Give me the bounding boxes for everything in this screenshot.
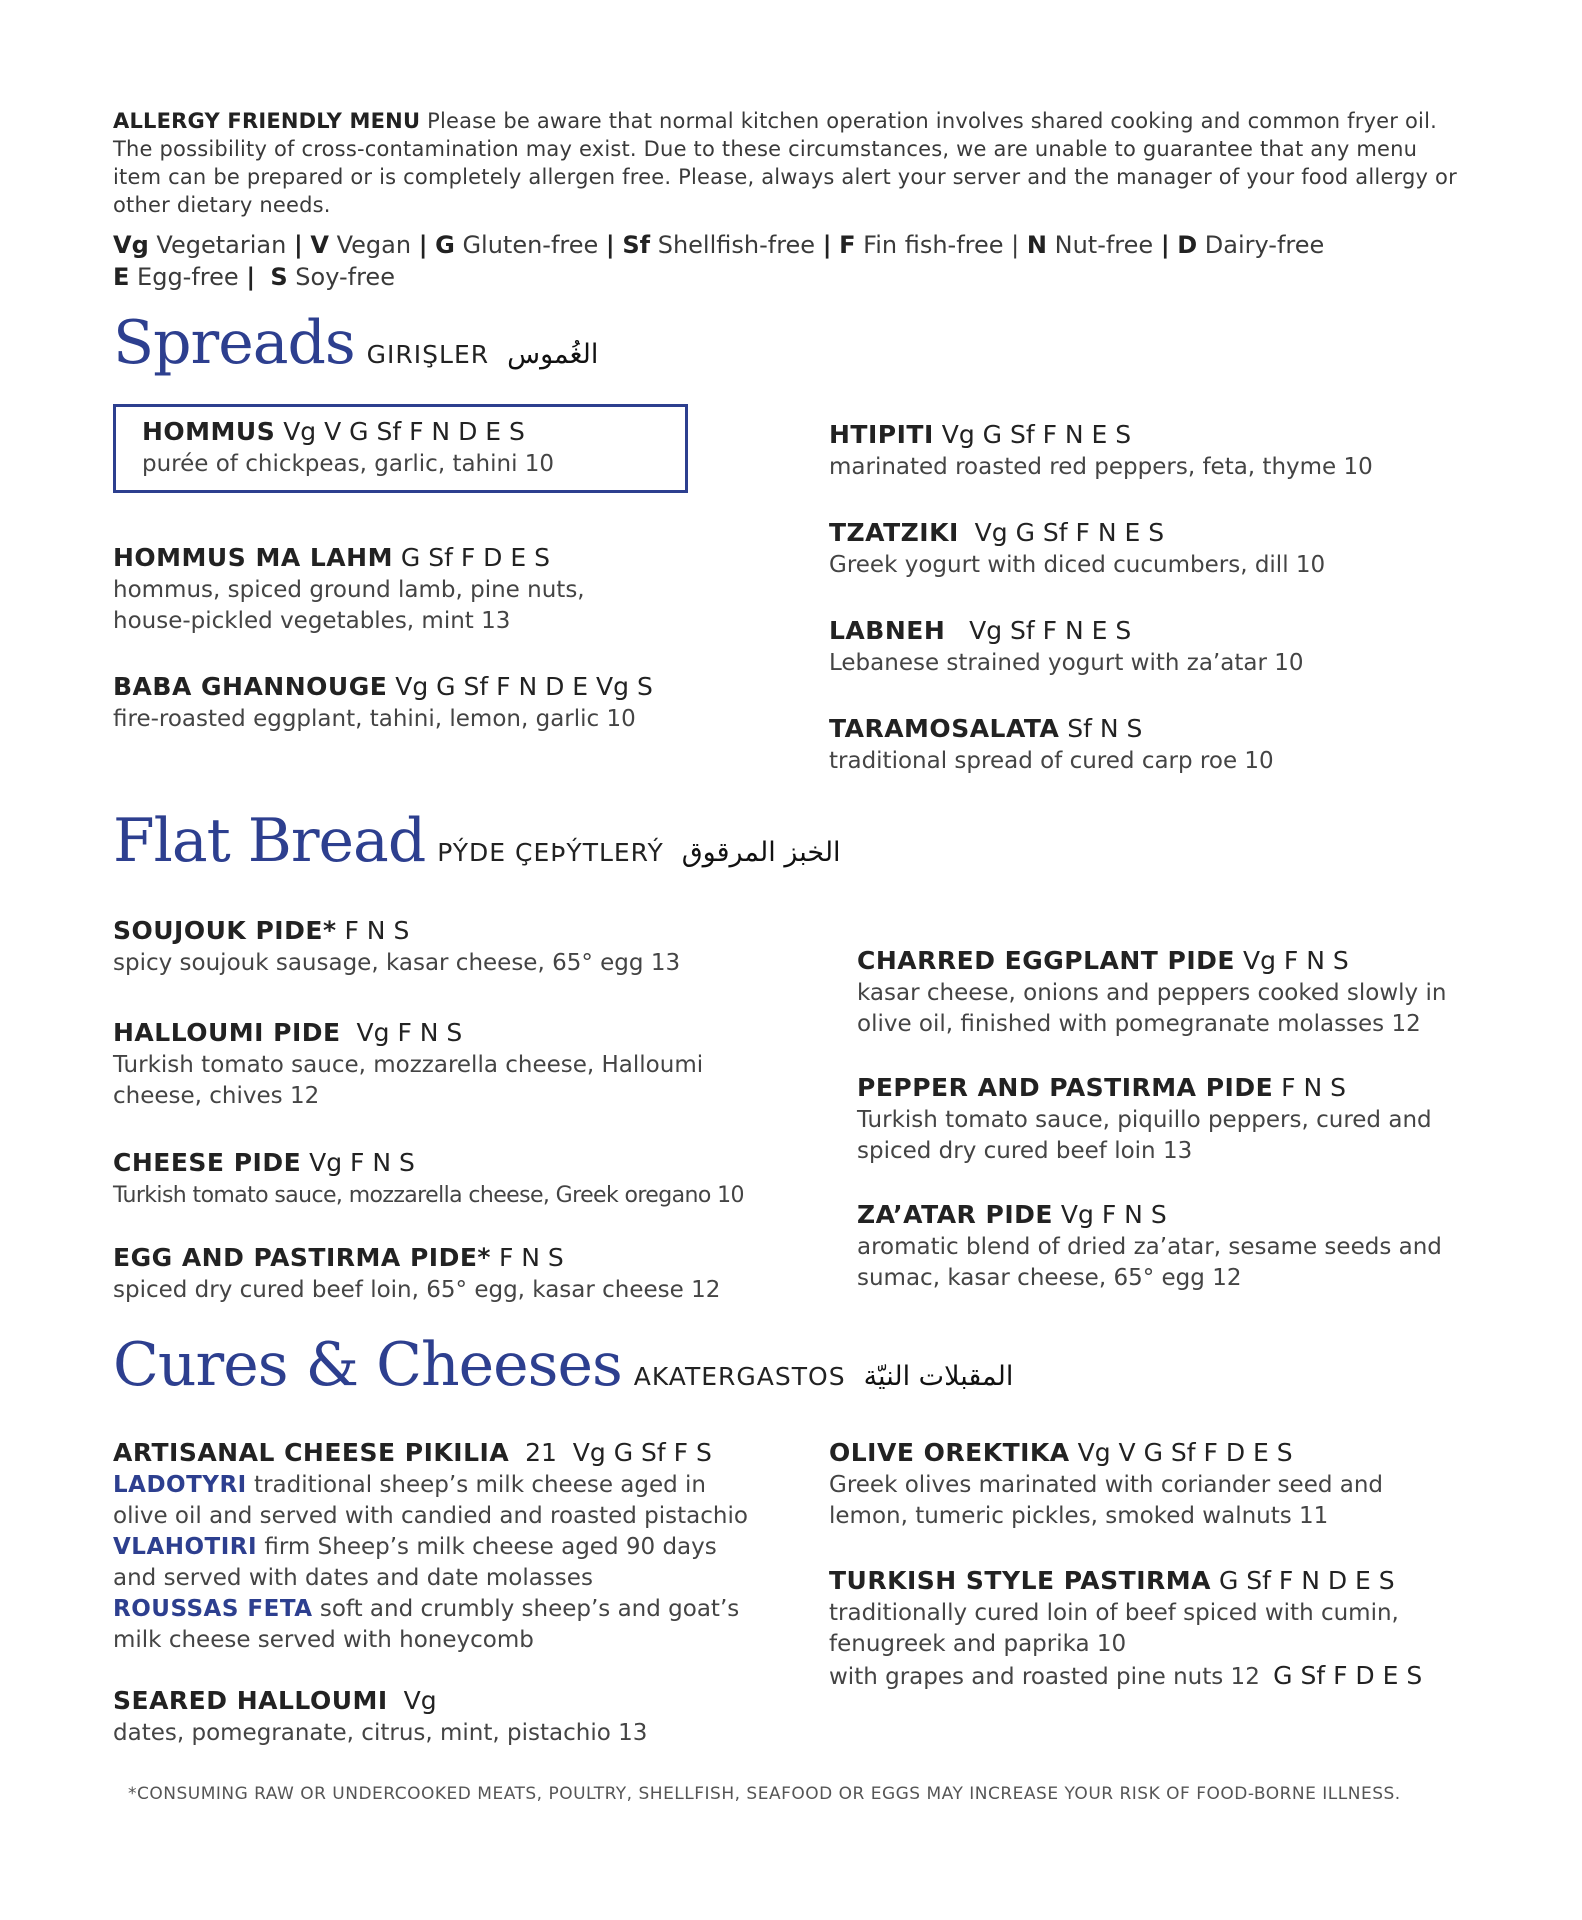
- item-name: SEARED HALLOUMI: [113, 1686, 388, 1715]
- item-name: TARAMOSALATA: [829, 714, 1060, 743]
- cheese-desc: soft and crumbly sheep’s and goat’s milk cheese served with honeycomb: [113, 1596, 740, 1653]
- menu-item-cheese-pikilia: [113, 1436, 763, 1656]
- item-desc: Greek yogurt with diced cucumbers, dill 10: [829, 552, 1326, 578]
- item-tags: F N S: [1281, 1073, 1346, 1102]
- allergy-title: ALLERGY FRIENDLY MENU: [113, 109, 421, 133]
- section-title: Flat Bread: [113, 806, 426, 876]
- item-tags: 21 Vg G Sf F S: [517, 1438, 712, 1467]
- cheese-name: ROUSSAS FETA: [113, 1596, 313, 1622]
- item-tags: Vg G Sf F N D E Vg S: [395, 672, 653, 701]
- item-desc: marinated roasted red peppers, feta, thyme 10: [829, 454, 1373, 480]
- menu-item-hommus: [113, 404, 688, 493]
- item-addon-tags: G Sf F D E S: [1273, 1661, 1423, 1690]
- menu-item-seared-halloumi: [113, 1684, 753, 1749]
- menu-item-olive-orektika: [829, 1436, 1469, 1532]
- section-subtitle: GIRIŞLER: [366, 340, 490, 369]
- menu-item-soujouk-pide: [113, 914, 753, 979]
- legend-code: N: [1026, 231, 1047, 259]
- legend-label: Fin fish-free: [863, 231, 1004, 259]
- item-name: ZA’ATAR PIDE: [857, 1200, 1053, 1229]
- legend-code: F: [839, 231, 856, 259]
- item-desc: traditional spread of cured carp roe 10: [829, 748, 1274, 774]
- menu-item-cheese-pide: [113, 1146, 753, 1211]
- cheese-list: [113, 1470, 753, 1656]
- legend-label: Egg-free: [137, 263, 239, 291]
- legend-label: Vegan: [336, 231, 412, 259]
- menu-item-htipiti: [829, 418, 1469, 483]
- raw-food-footnote: *CONSUMING RAW OR UNDERCOOKED MEATS, POULTRY, SHELLFISH, SEAFOOD OR EGGS MAY INCREASE YOUR RISK OF FOOD-BORNE ILLNESS.: [128, 1784, 1401, 1804]
- item-tags: Vg G Sf F N E S: [941, 420, 1132, 449]
- section-arabic-title: الخبز المرقوق: [681, 837, 841, 868]
- item-addon: [829, 1660, 1479, 1693]
- item-tags: F N S: [498, 1243, 564, 1272]
- legend-code: Vg: [113, 231, 149, 259]
- menu-item-egg-pastirma-pide: [113, 1241, 753, 1306]
- item-desc: spiced dry cured beef loin, 65° egg, kasar cheese 12: [113, 1277, 721, 1303]
- item-tags: Vg F N S: [1060, 1200, 1167, 1229]
- item-tags: Vg F N S: [348, 1018, 463, 1047]
- legend-label: Vegetarian: [156, 231, 287, 259]
- legend-code: D: [1177, 231, 1198, 259]
- item-desc: traditionally cured loin of beef spiced with cumin, fenugreek and paprika 10: [829, 1600, 1399, 1657]
- section-title: Spreads: [113, 308, 355, 378]
- cheese-name: LADOTYRI: [113, 1472, 247, 1498]
- item-name: CHARRED EGGPLANT PIDE: [857, 946, 1236, 975]
- legend-label: Gluten-free: [462, 231, 599, 259]
- legend-code: E: [113, 263, 130, 291]
- item-tags: Vg F N S: [1242, 946, 1349, 975]
- legend-code: V: [310, 231, 329, 259]
- legend-label: Soy-free: [295, 263, 395, 291]
- section-title: Cures & Cheeses: [113, 1330, 622, 1400]
- menu-item-charred-eggplant-pide: [857, 944, 1497, 1040]
- legend-code: G: [435, 231, 455, 259]
- item-desc: Turkish tomato sauce, mozzarella cheese, Halloumi cheese, chives 12: [113, 1052, 704, 1109]
- item-desc: aromatic blend of dried za’atar, sesame seeds and sumac, kasar cheese, 65° egg 12: [857, 1234, 1442, 1291]
- section-subtitle: AKATERGASTOS: [633, 1362, 846, 1391]
- item-name: ARTISANAL CHEESE PIKILIA: [113, 1438, 510, 1467]
- item-name: CHEESE PIDE: [113, 1148, 302, 1177]
- item-tags: Sf N S: [1067, 714, 1143, 743]
- item-desc: Greek olives marinated with coriander seed and lemon, tumeric pickles, smoked walnuts 11: [829, 1472, 1384, 1529]
- item-tags: Vg G Sf F N E S: [966, 518, 1165, 547]
- flatbread-heading: [113, 806, 841, 876]
- item-name: SOUJOUK PIDE*: [113, 916, 337, 945]
- cheese-name: VLAHOTIRI: [113, 1534, 258, 1560]
- section-arabic-title: الغُموس: [507, 339, 599, 370]
- item-tags: G Sf F D E S: [400, 543, 550, 572]
- item-desc: purée of chickpeas, garlic, tahini 10: [142, 451, 555, 477]
- menu-item-pepper-pastirma-pide: [857, 1071, 1497, 1167]
- legend-code: Sf: [622, 231, 651, 259]
- item-name: TZATZIKI: [829, 518, 959, 547]
- cheese-desc: firm Sheep’s milk cheese aged 90 days and served with dates and date molasses: [113, 1534, 717, 1591]
- menu-item-taramosalata: [829, 712, 1469, 777]
- item-desc: spicy soujouk sausage, kasar cheese, 65° egg 13: [113, 950, 681, 976]
- menu-item-hommus-ma-lahm: [113, 541, 753, 637]
- legend-label: Dairy-free: [1204, 231, 1325, 259]
- section-subtitle: PÝDE ÇEÞÝTLERÝ: [437, 838, 664, 867]
- allergy-text: Please be aware that normal kitchen operation involves shared cooking and common fryer oil. The possibility of cross-contamination may exist. Due to these circumstances, we are unable to guarantee that any menu item can be prepared or is completely allergen free. Please, always alert your server and the manager of your food allergy or other dietary needs.: [113, 109, 1457, 217]
- item-desc: Turkish tomato sauce, mozzarella cheese, Greek oregano 10: [113, 1183, 744, 1208]
- item-desc: Turkish tomato sauce, piquillo peppers, cured and spiced dry cured beef loin 13: [857, 1107, 1432, 1164]
- menu-item-turkish-pastirma: [829, 1564, 1479, 1693]
- legend-label: Shellfish-free: [657, 231, 816, 259]
- item-tags: Vg V G Sf F D E S: [1077, 1438, 1293, 1467]
- menu-item-tzatziki: [829, 516, 1469, 581]
- item-desc: fire-roasted eggplant, tahini, lemon, garlic 10: [113, 706, 636, 732]
- legend-code: S: [270, 263, 288, 291]
- item-name: TURKISH STYLE PASTIRMA: [829, 1566, 1211, 1595]
- item-tags: Vg: [395, 1686, 437, 1715]
- item-name: PEPPER AND PASTIRMA PIDE: [857, 1073, 1274, 1102]
- item-name: LABNEH: [829, 616, 946, 645]
- item-tags: Vg Sf F N E S: [953, 616, 1132, 645]
- menu-item-zaatar-pide: [857, 1198, 1497, 1294]
- item-name: BABA GHANNOUGE: [113, 672, 388, 701]
- item-name: HOMMUS MA LAHM: [113, 543, 393, 572]
- spreads-heading: [113, 308, 598, 378]
- item-name: OLIVE OREKTIKA: [829, 1438, 1070, 1467]
- section-arabic-title: المقبلات النيّة: [863, 1361, 1014, 1392]
- menu-item-baba-ghannouge: [113, 670, 753, 735]
- cheese-desc: traditional sheep’s milk cheese aged in olive oil and served with candied and roasted pistachio: [113, 1472, 748, 1529]
- item-desc: Lebanese strained yogurt with za’atar 10: [829, 650, 1304, 676]
- cures-heading: [113, 1330, 1013, 1400]
- menu-item-labneh: [829, 614, 1469, 679]
- item-name: HALLOUMI PIDE: [113, 1018, 341, 1047]
- item-name: HOMMUS: [142, 417, 276, 446]
- legend-label: Nut-free: [1054, 231, 1154, 259]
- item-tags: Vg F N S: [309, 1148, 415, 1177]
- menu-item-halloumi-pide: [113, 1016, 753, 1112]
- item-name: EGG AND PASTIRMA PIDE*: [113, 1243, 491, 1272]
- item-tags: G Sf F N D E S: [1218, 1566, 1395, 1595]
- item-tags: F N S: [344, 916, 410, 945]
- item-addon-desc: with grapes and roasted pine nuts 12: [829, 1664, 1260, 1690]
- item-tags: Vg V G Sf F N D E S: [283, 417, 525, 446]
- menu-page: [113, 107, 1458, 293]
- dietary-legend: Vg Vegetarian | V Vegan | G Gluten-free | Sf Shellfish-free | F Fin fish-free | N Nut-free | D Dairy-free E Egg-free | S Soy-free: [113, 231, 1325, 291]
- allergy-notice: [113, 107, 1458, 219]
- item-name: HTIPITI: [829, 420, 934, 449]
- item-desc: hommus, spiced ground lamb, pine nuts, house-pickled vegetables, mint 13: [113, 577, 585, 634]
- item-desc: kasar cheese, onions and peppers cooked slowly in olive oil, finished with pomegranate molasses 12: [857, 980, 1447, 1037]
- item-desc: dates, pomegranate, citrus, mint, pistachio 13: [113, 1720, 648, 1746]
